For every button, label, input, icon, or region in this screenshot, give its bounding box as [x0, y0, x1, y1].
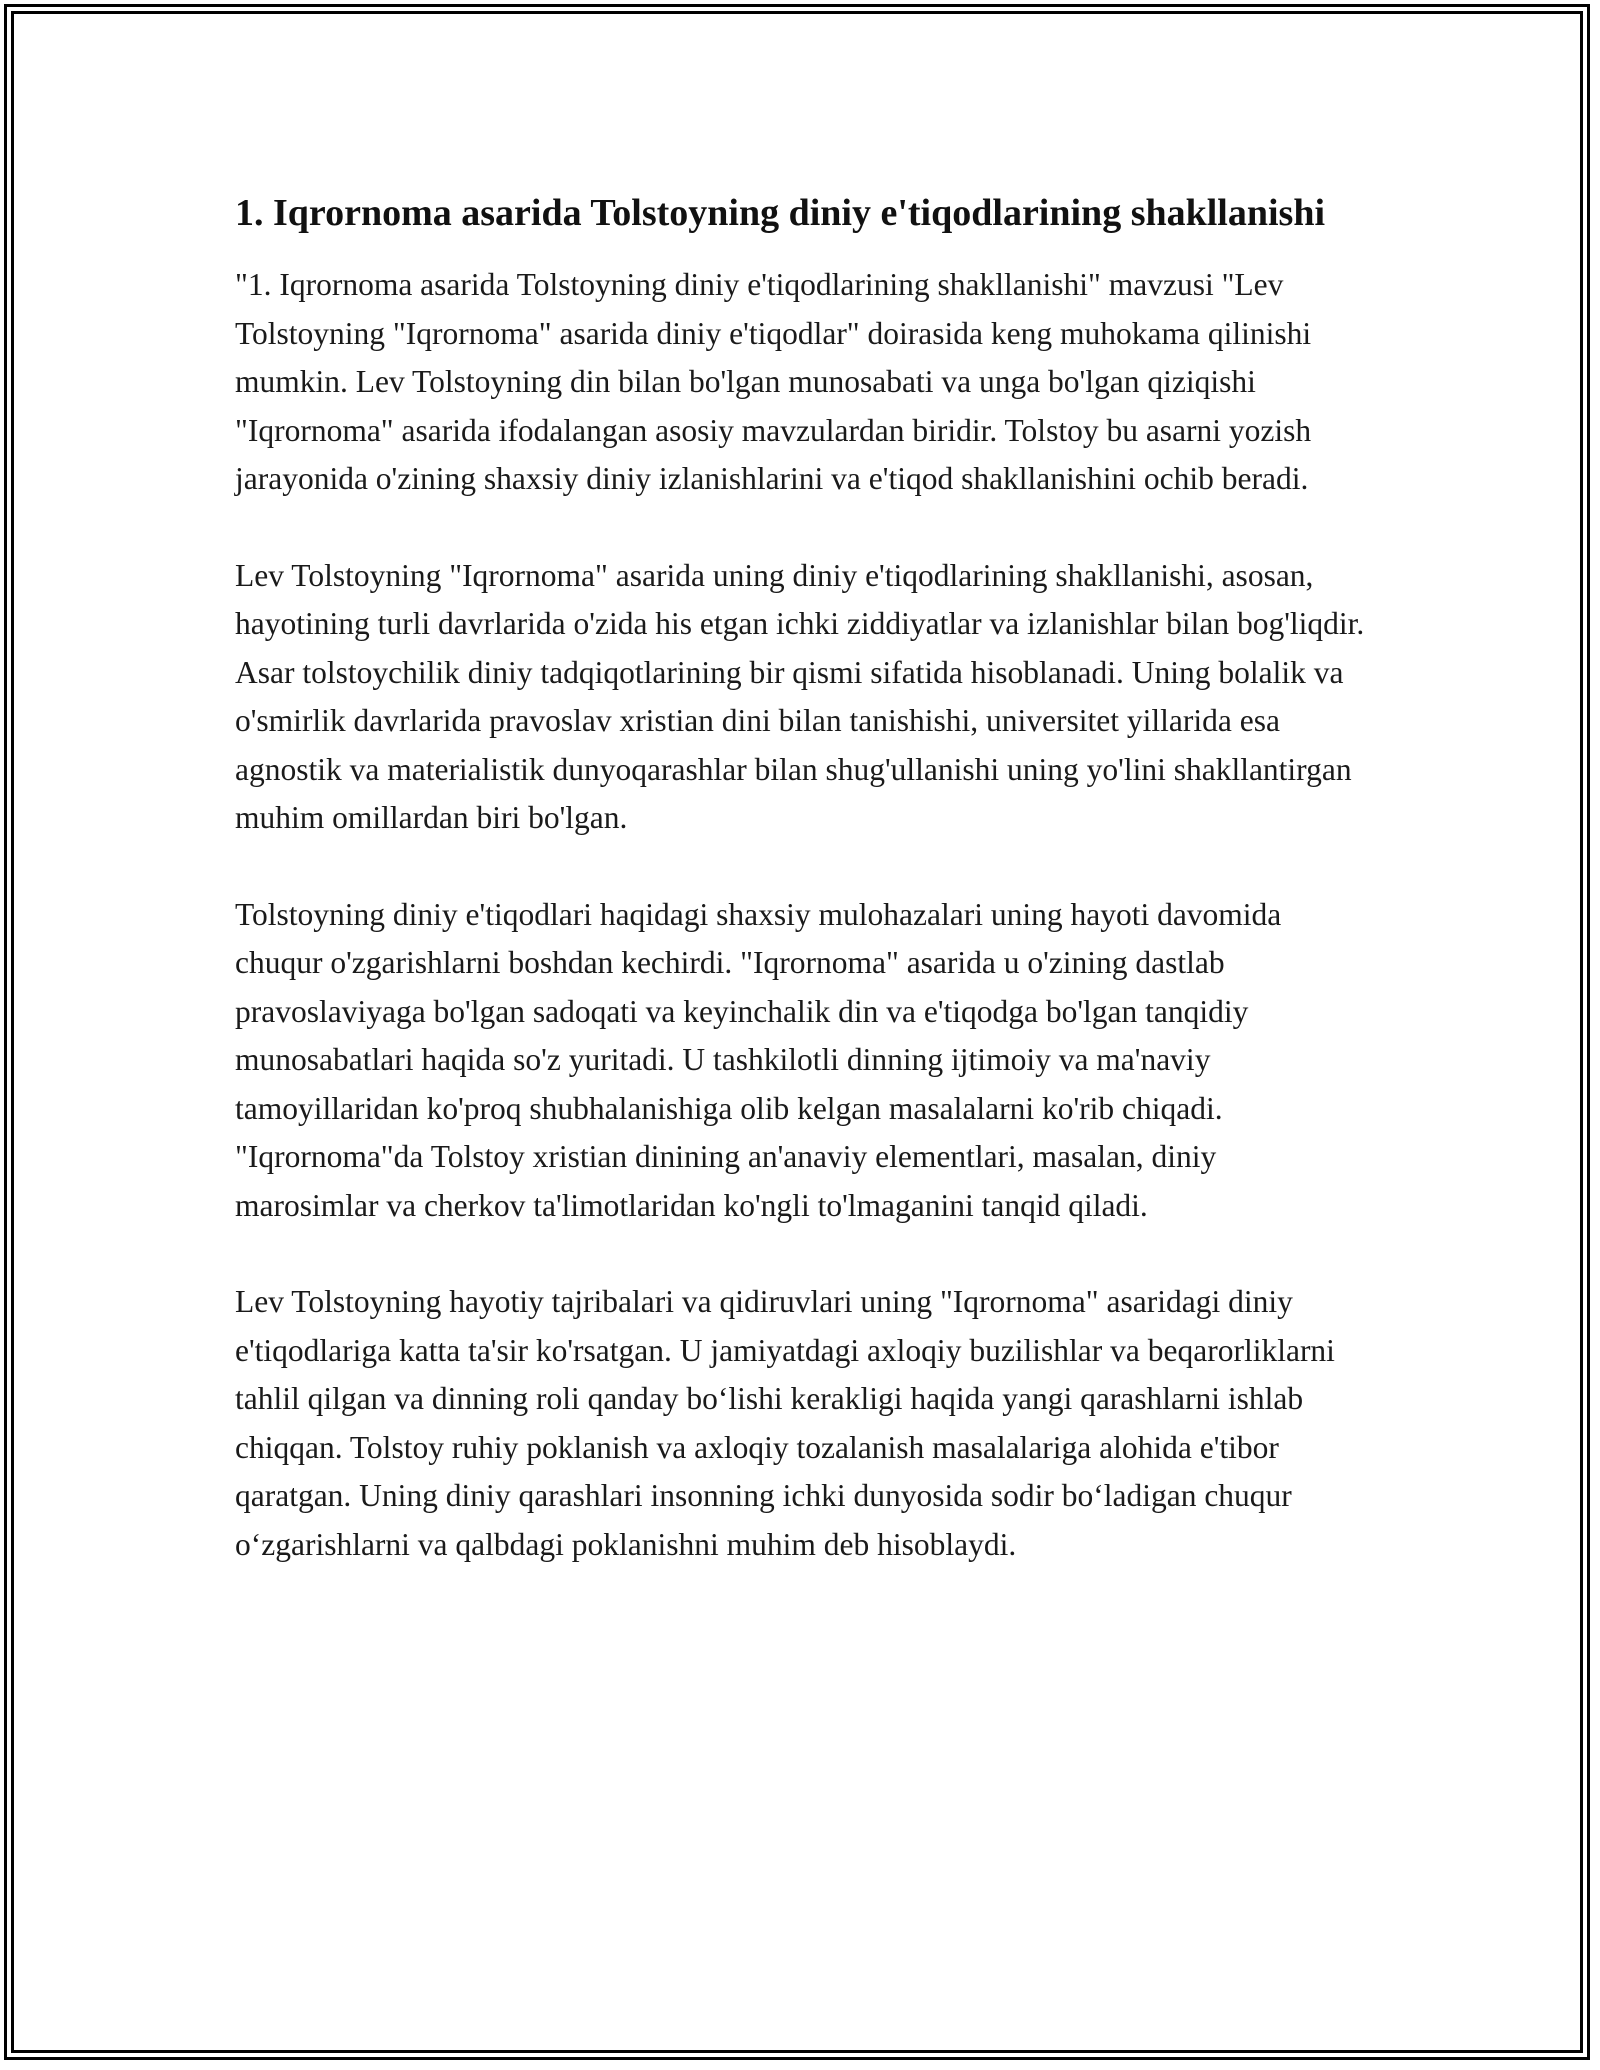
section-heading: 1. Iqrornoma asarida Tolstoyning diniy e'tiqodlarining shakllanishi [235, 192, 1326, 234]
paragraph-3: Tolstoyning diniy e'tiqodlari haqidagi shaxsiy mulohazalari uning hayoti davomida chuqur o'zgarishlarni boshdan kechirdi. "Iqrornoma" asarida u o'zining dastlab pravoslaviyaga bo'lgan sadoqati va keyinchalik din va e'tiqodga bo'lgan tanqidiy munosabatlari haqida so'z yuritadi. U tashkilotli dinning ijtimoiy va ma'naviy tamoyillaridan ko'proq shubhalanishiga olib kelgan masalalarni ko'rib chiqadi. "Iqrornoma"da Tolstoy xristian dinining an'anaviy elementlari, masalan, diniy marosimlar va cherkov ta'limotlaridan ko'ngli to'lmaganini tanqid qiladi. [235, 896, 1282, 1223]
paragraph-4: Lev Tolstoyning hayotiy tajribalari va qidiruvlari uning "Iqrornoma" asaridagi diniy e'tiqodlariga katta ta'sir ko'rsatgan. U jamiyatdagi axloqiy buzilishlar va beqarorliklarni tahlil qilgan va dinning roli qanday bo‘lishi kerakligi haqida yangi qarashlarni ishlab chiqqan. Tolstoy ruhiy poklanish va axloqiy tozalanish masalalariga alohida e'tibor qaratgan. Uning diniy qarashlari insonning ichki dunyosida sodir bo‘ladigan chuqur o‘zgarishlarni va qalbdagi poklanishni muhim deb hisoblaydi. [235, 1284, 1335, 1562]
document-body [235, 186, 1365, 1617]
paragraph-1: "1. Iqrornoma asarida Tolstoyning diniy e'tiqodlarining shakllanishi" mavzusi "Lev Tolstoyning "Iqrornoma" asarida diniy e'tiqodlar" doirasida keng muhokama qilinishi mumkin. Lev Tolstoyning din bilan bo'lgan munosabati va unga bo'lgan qiziqishi "Iqrornoma" asarida ifodalangan asosiy mavzulardan biridir. Tolstoy bu asarni yozish jarayonida o'zining shaxsiy diniy izlanishlarini va e'tiqod shakllanishini ochib beradi. [235, 267, 1312, 496]
paragraph-2: Lev Tolstoyning "Iqrornoma" asarida uning diniy e'tiqodlarining shakllanishi, asosan, hayotining turli davrlarida o'zida his etgan ichki ziddiyatlar va izlanishlar bilan bog'liqdir. Asar tolstoychilik diniy tadqiqotlarining bir qismi sifatida hisoblanadi. Uning bolalik va o'smirlik davrlarida pravoslav xristian dini bilan tanishishi, universitet yillarida esa agnostik va materialistik dunyoqarashlar bilan shug'ullanishi uning yo'lini shakllantirgan muhim omillardan biri bo'lgan. [235, 557, 1365, 835]
